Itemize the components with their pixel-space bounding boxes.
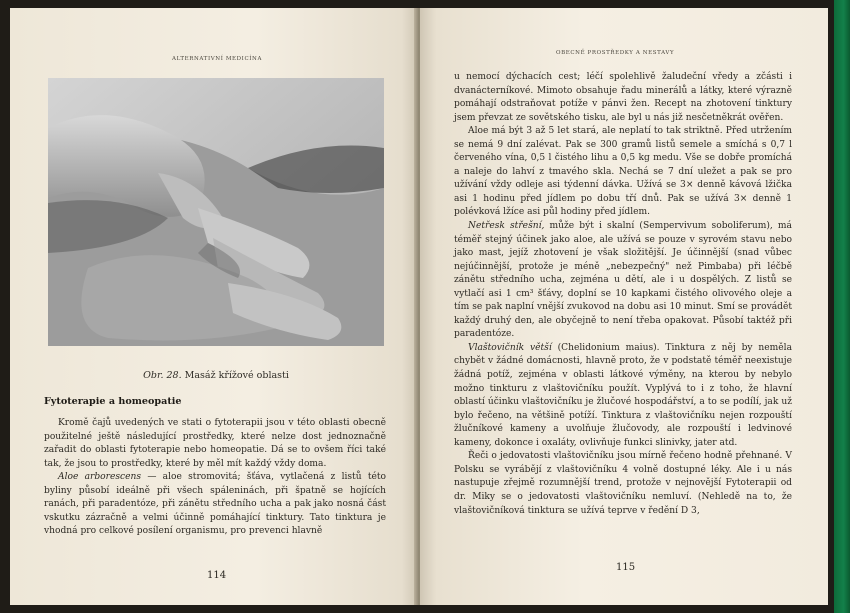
paragraph: Řeči o jedovatosti vlaštovičníku jsou mírně řečeno hodně přehnané. V Polsku se vyrábějí z vlaštovičníku 4 volně dostupné léky. Ale i u nás nastupuje zřejmě rozumnější trend, protože v nejnovější Fytoterapii od dr. Miky se o jedovatosti vlaštovičníku nemluví. (Nehledě na to, že vlaštovičníková tinktura se užívá teprve v ředění D 3,	[454, 451, 792, 516]
chelidonium-name: Vlaštovičník větší	[468, 342, 552, 353]
green-cover-edge	[834, 0, 850, 613]
right-running-head: OBECNĚ PROSTŘEDKY A NESTAVY	[556, 50, 675, 56]
massage-photo	[48, 78, 384, 346]
chelidonium-paragraph	[454, 342, 792, 450]
paragraph: Kromě čajů uvedených ve stati o fytoterapii jsou v této oblasti obecně použitelné ještě následující prostředky, které nelze dost jednoznačně zařadit do oblasti fytoterapie nebo homeopatie. Dá se to ovšem říci také tak, že jsou to prostředky, které by měl mít každý vždy doma.	[44, 418, 386, 469]
figure-caption	[48, 370, 384, 381]
sempervivum-name: Netřesk střešní,	[468, 221, 545, 232]
left-running-head: ALTERNATIVNÍ MEDICÍNA	[172, 56, 263, 62]
aloe-text: — aloe stromovitá; šťáva, vytlačená z listů této byliny působí ideálně při všech spáleninách, při špatně se hojících ranách, při paradentóze, při zánětu středního ucha a pak jako nosná část vskutku zázračně a velmi účinně pomáhající tinktury. Tato tinktura je vhodná pro celkové posílení organismu, pro prevenci hlavně	[44, 472, 386, 537]
left-body-text	[44, 417, 386, 539]
left-page-number: 114	[207, 570, 227, 581]
aloe-paragraph	[44, 471, 386, 539]
paragraph: Aloe má být 3 až 5 let stará, ale neplatí to tak striktně. Před utržením se nemá 9 dní zalévat. Pak se 300 gramů listů semele a smíchá s 0,7 l červeného vína, 0,5 l čistého lihu a 0,5 kg medu. Vše se dobře promíchá a naleje do lahví z tmavého skla. Nechá se 7 dní uležet a pak se pro užívání vždy odleje asi týdenní dávka. Užívá se 3× denně kávová lžička asi 1 hodinu před jídlem po dobu tří dnů. Pak se užívá 3× denně 1 polévková lžíce asi půl hodiny před jídlem.	[454, 126, 792, 218]
right-body-text	[454, 71, 792, 518]
figure-caption-text: Masáž křížové oblasti	[184, 370, 289, 381]
sempervivum-text: může být i skalní (Sempervivum soboliferum), má téměř stejný účinek jako aloe, ale užívá se pouze v syrovém stavu nebo jako mast, jejíž zhotovení je však složitější. Je účinnější (snad vůbec nejúčinnější, protože je méně „nebezpečný" než Pimbaba) při léčbě zánětu středního ucha, zejména u dětí, ale i u dospělých. Z listů se vytlačí asi 1 cm³ šťávy, doplní se 10 kapkami čistého olivového oleje a tím se pak naplní vnější zvukovod na dobu asi 10 minut. Smí se provádět každý druhý den, ale obyčejně to není třeba opakovat. Působí taktéž při paradentóze.	[454, 221, 792, 340]
figure-label: Obr. 28.	[143, 370, 182, 381]
right-page-number: 115	[616, 562, 636, 573]
chelidonium-text: (Chelidonium maius). Tinktura z něj by neměla chybět v žádné domácnosti, hlavně proto, že v podstatě téměř neexistuje žádná potíž, zejména v oblasti látkové výměny, na kterou by nebylo možno tinkturu z vlaštovičníku použít. Vyplývá to i z toho, že hlavní oblastí účinku vlaštovičníku je žlučové hospodářství, a to se podílí, jak už bylo řečeno, na většině potíží. Tinktura z vlaštovičníku nejen rozpouští žlučníkové kameny a uvolňuje žlučovody, ale rozpouští i ledvinové kameny, dokonce i oxaláty, ovlivňuje funkci slinivky, jater atd.	[454, 342, 792, 448]
sempervivum-paragraph	[454, 220, 792, 342]
massage-photo-image	[48, 78, 384, 346]
section-heading: Fytoterapie a homeopatie	[44, 396, 182, 407]
aloe-name: Aloe arborescens	[58, 472, 142, 483]
paragraph: u nemocí dýchacích cest; léčí spolehlivě žaludeční vředy a zčásti i dvanácterníkové. Mimoto obsahuje řadu minerálů a látky, které výrazně pomáhají odstraňovat potíže v pánvi žen. Recept na zhotovení tinktury jsem převzat ze sovětského tisku, ale byl u nás již nesčetněkrát ověřen.	[454, 72, 792, 123]
